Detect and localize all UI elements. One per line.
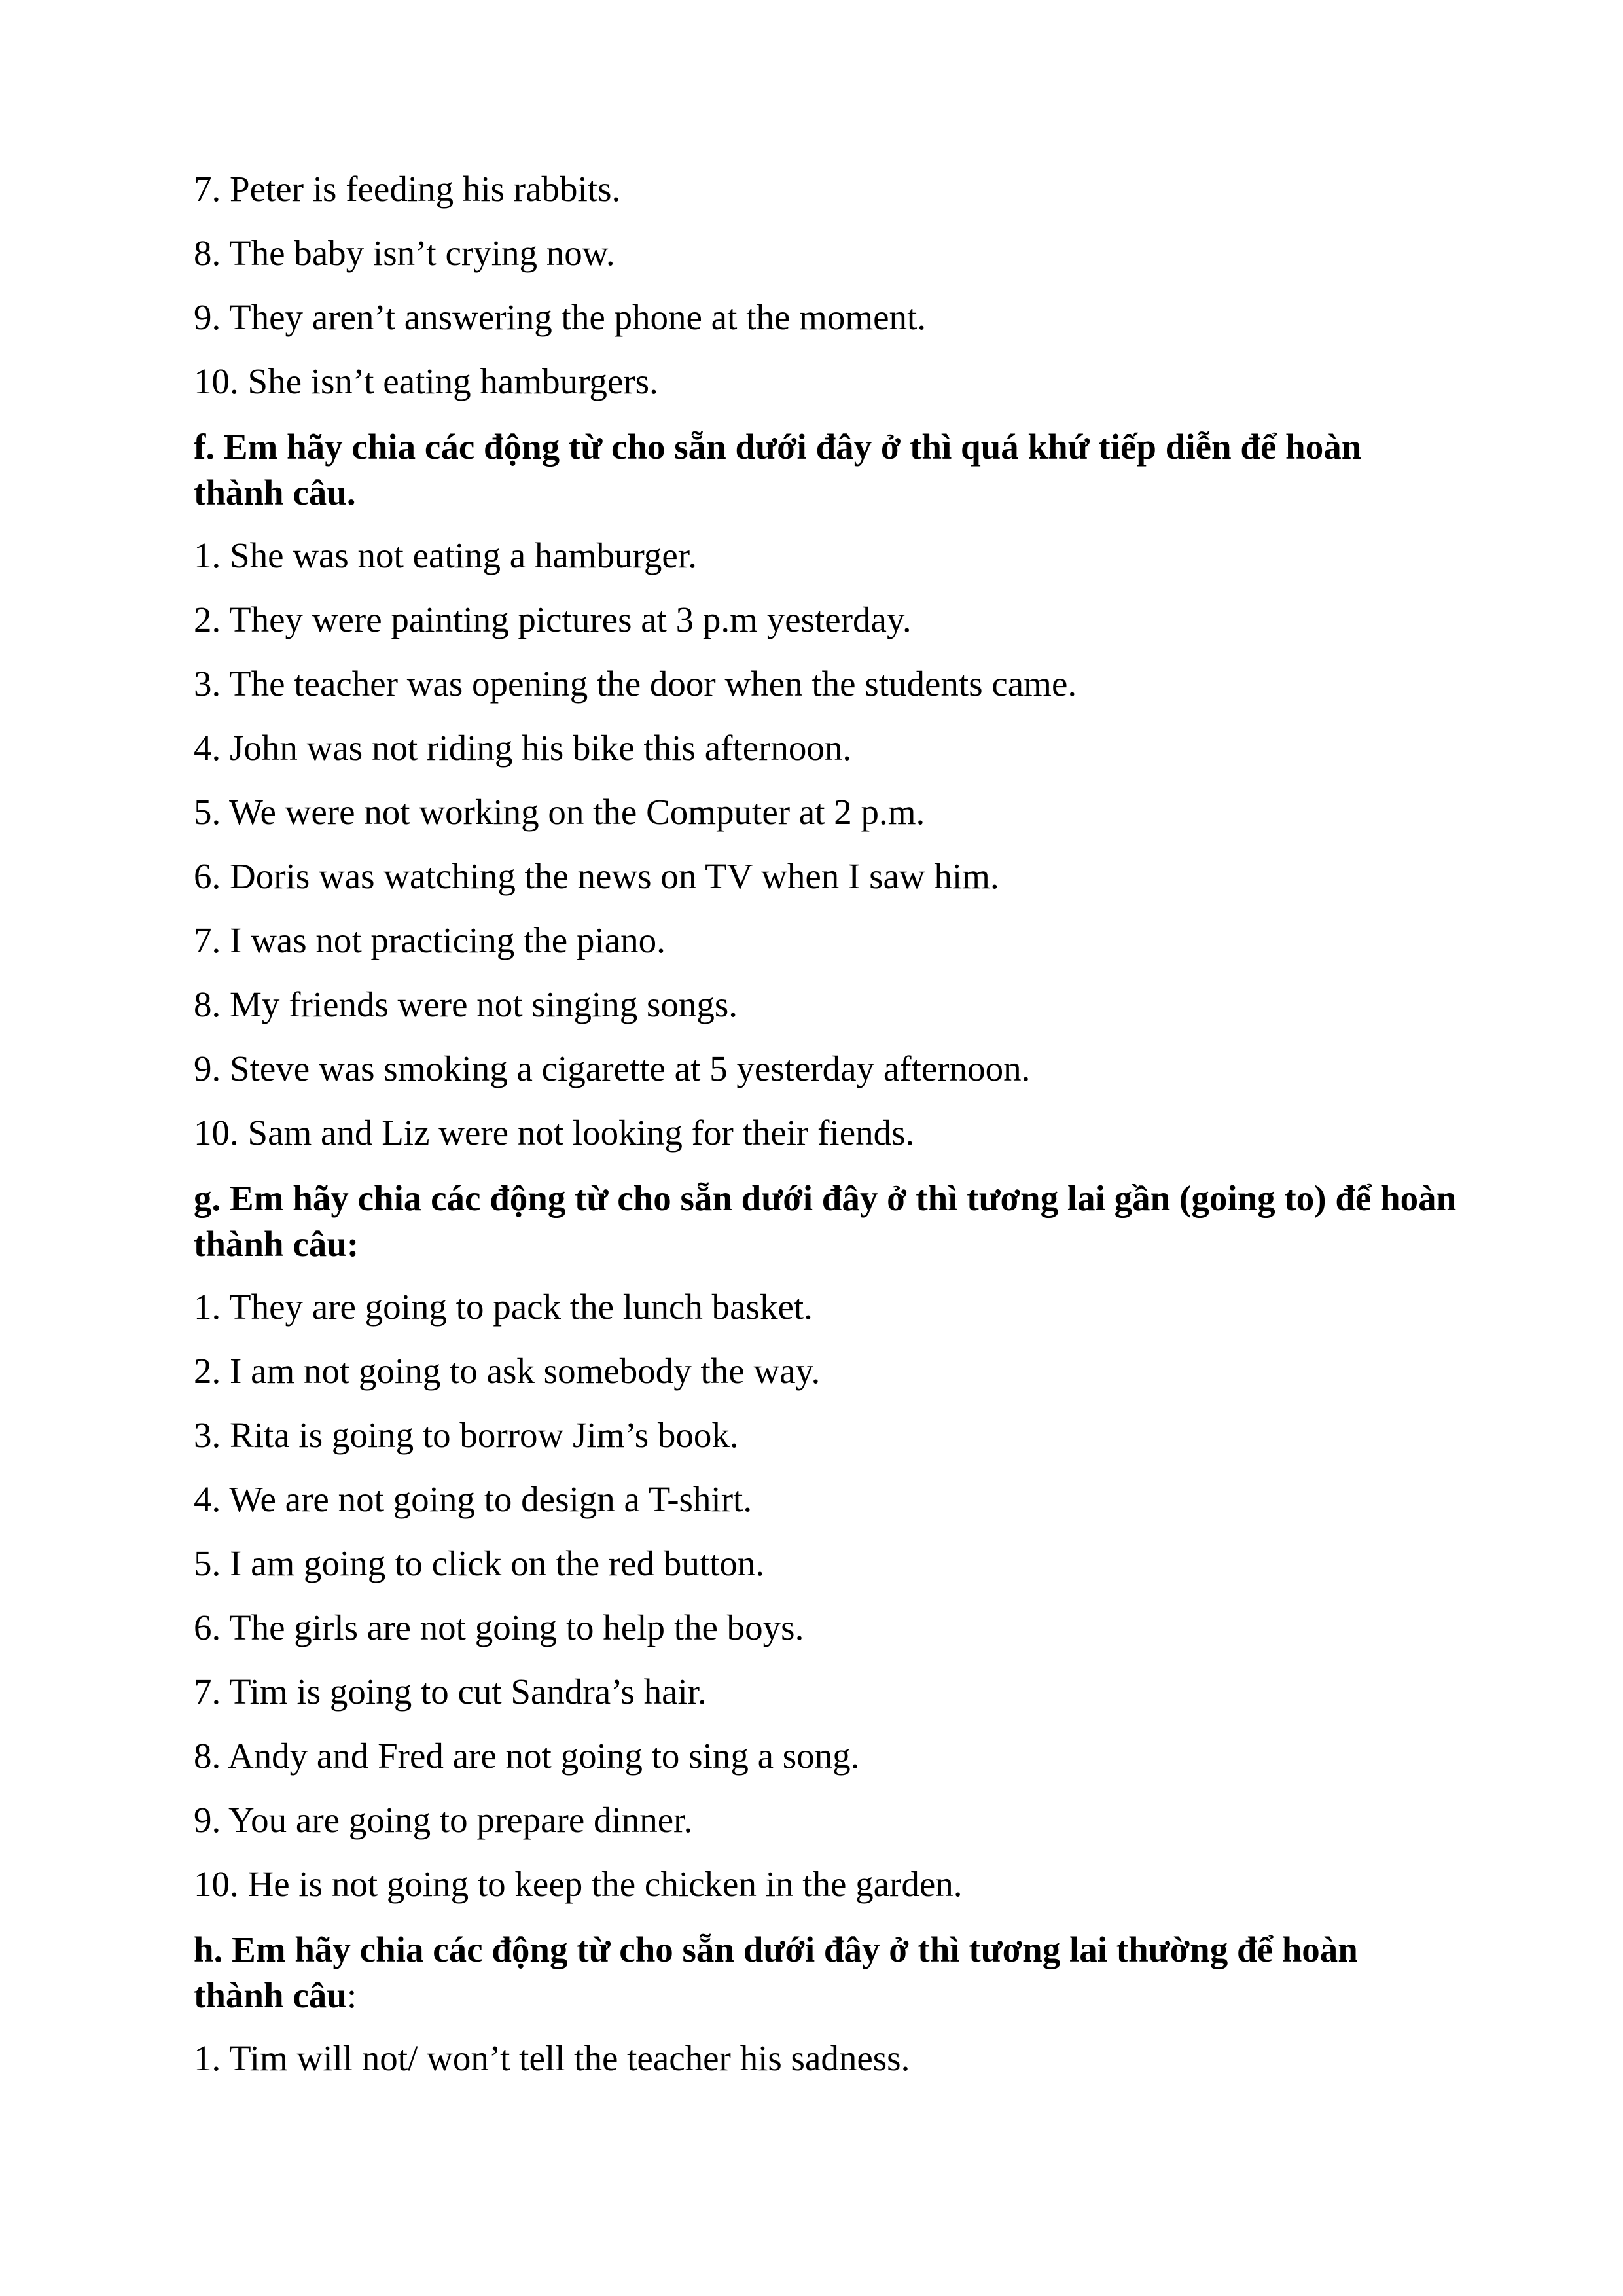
list-item: 2. They were painting pictures at 3 p.m yesterday. xyxy=(194,600,912,639)
list-item: 4. We are not going to design a T-shirt. xyxy=(194,1479,753,1519)
list-item: 7. Peter is feeding his rabbits. xyxy=(194,169,621,209)
list-item: 5. I am going to click on the red button. xyxy=(194,1543,765,1583)
section-h-heading-text: h. Em hãy chia các động từ cho sẵn dưới đây ở thì tương lai thường để hoàn thành câu xyxy=(194,1929,1358,2015)
list-item: 5. We were not working on the Computer at 2 p.m. xyxy=(194,792,925,832)
section-f-heading: f. Em hãy chia các động từ cho sẵn dưới đây ở thì quá khứ tiếp diễn để hoàn thành câu. xyxy=(194,427,1362,512)
list-item: 9. They aren’t answering the phone at the moment. xyxy=(194,297,927,337)
list-item: 1. They are going to pack the lunch basket. xyxy=(194,1287,813,1327)
section-g-heading: g. Em hãy chia các động từ cho sẵn dưới đây ở thì tương lai gần (going to) để hoàn thành câu: xyxy=(194,1178,1457,1264)
list-item: 4. John was not riding his bike this afternoon. xyxy=(194,728,852,768)
list-item: 8. Andy and Fred are not going to sing a song. xyxy=(194,1736,860,1776)
list-item: 8. My friends were not singing songs. xyxy=(194,984,738,1024)
list-item: 7. Tim is going to cut Sandra’s hair. xyxy=(194,1672,707,1712)
list-item: 10. Sam and Liz were not looking for their fiends. xyxy=(194,1113,915,1153)
list-item: 10. She isn’t eating hamburgers. xyxy=(194,361,658,401)
section-h-heading xyxy=(194,1927,1457,2018)
document-page xyxy=(194,168,1457,2101)
section-h-heading-colon: : xyxy=(346,1975,357,2015)
list-item: 7. I was not practicing the piano. xyxy=(194,920,666,960)
list-item: 3. Rita is going to borrow Jim’s book. xyxy=(194,1415,739,1455)
list-item: 3. The teacher was opening the door when the students came. xyxy=(194,664,1077,704)
list-item: 6. The girls are not going to help the boys. xyxy=(194,1607,804,1647)
list-item: 10. He is not going to keep the chicken in the garden. xyxy=(194,1864,963,1904)
list-item: 9. Steve was smoking a cigarette at 5 yesterday afternoon. xyxy=(194,1049,1031,1088)
list-item: 1. She was not eating a hamburger. xyxy=(194,535,697,575)
list-item: 9. You are going to prepare dinner. xyxy=(194,1800,693,1840)
list-item: 2. I am not going to ask somebody the way. xyxy=(194,1351,821,1391)
list-item: 8. The baby isn’t crying now. xyxy=(194,233,615,273)
list-item: 1. Tim will not/ won’t tell the teacher his sadness. xyxy=(194,2038,910,2078)
list-item: 6. Doris was watching the news on TV when I saw him. xyxy=(194,856,999,896)
